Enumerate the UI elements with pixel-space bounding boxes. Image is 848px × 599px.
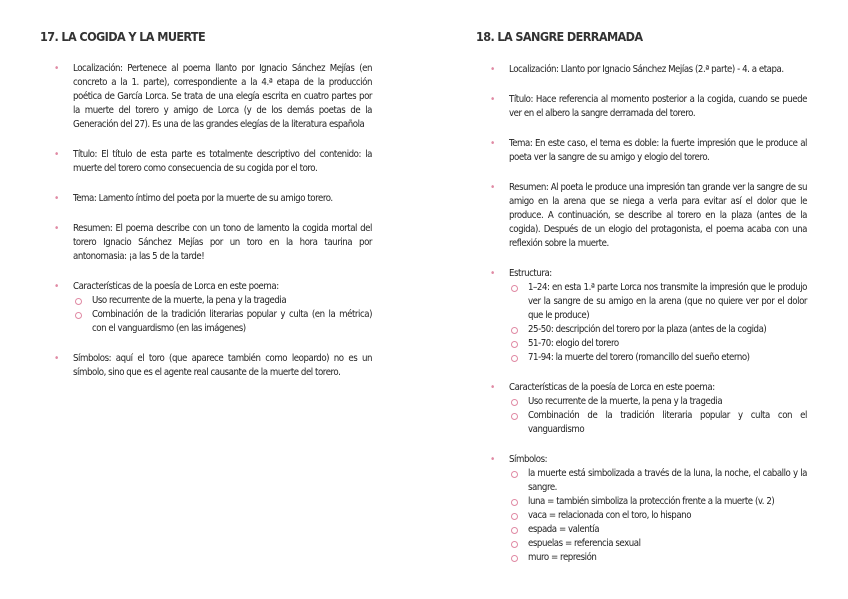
item-text: Tema: Lamento íntimo del poeta por la muerte de su amigo torero.: [73, 193, 333, 204]
item-text: Símbolos: aquí el toro (que aparece también como leopardo) no es un símbolo, sino que es el agente real causante de la muerte del torero.: [73, 353, 372, 378]
bullet-icon: •: [54, 281, 59, 292]
sub-item: 25-50: descripción del torero por la plaza (antes de la cogida): [509, 323, 807, 337]
sub-item: 1–24: en esta 1.ª parte Lorca nos transmite la impresión que le produjo ver la sangre de su amigo en la arena (que no quiere ver por el dolor que le produce): [509, 281, 807, 323]
sub-item: 71-94: la muerte del torero (romancillo del sueño eterno): [509, 351, 807, 365]
circle-bullet-icon: [511, 527, 518, 534]
bullet-icon: •: [490, 64, 495, 75]
sub-item: Combinación de la tradición literaria popular y culta con el vanguardismo: [509, 409, 807, 437]
bullet-icon: •: [490, 268, 495, 279]
circle-bullet-icon: [511, 471, 518, 478]
circle-bullet-icon: [511, 513, 518, 520]
circle-bullet-icon: [511, 285, 518, 292]
sub-list: [509, 467, 807, 565]
circle-bullet-icon: [511, 499, 518, 506]
circle-bullet-icon: [511, 555, 518, 562]
list-item: [476, 63, 807, 77]
sub-item: luna = también simboliza la protección frente a la muerte (v. 2): [509, 495, 807, 509]
bullet-icon: •: [490, 94, 495, 105]
item-text: Resumen: Al poeta le produce una impresión tan grande ver la sangre de su amigo en la arena que se niega a verla para evitar así el dolor que le produce. A continuación, se describe al torero en la plaza (antes de la cogida). Después de un elogio del protagonista, el poema acaba con una reflexión sobre la muerte.: [509, 182, 807, 249]
sub-list: [73, 294, 372, 336]
circle-bullet-icon: [511, 355, 518, 362]
left-heading: 17. LA COGIDA Y LA MUERTE: [40, 29, 206, 44]
item-text: Características de la poesía de Lorca en este poema:: [509, 382, 715, 393]
left-list: [40, 62, 372, 396]
right-list: [476, 63, 807, 581]
sub-item: espuelas = referencia sexual: [509, 537, 807, 551]
sub-item: espada = valentía: [509, 523, 807, 537]
sub-item: Uso recurrente de la muerte, la pena y la tragedia: [73, 294, 372, 308]
sub-item: 51-70: elogio del torero: [509, 337, 807, 351]
item-text: Características de la poesía de Lorca en este poema:: [73, 281, 279, 292]
item-text: Título: Hace referencia al momento posterior a la cogida, cuando se puede ver en el albero la sangre derramada del torero.: [509, 94, 807, 119]
item-text: Símbolos:: [509, 454, 548, 465]
right-heading: 18. LA SANGRE DERRAMADA: [476, 29, 643, 44]
bullet-icon: •: [490, 138, 495, 149]
sub-item: Combinación de la tradición literarias popular y culta (en la métrica) con el vanguardismo (en las imágenes): [73, 308, 372, 336]
list-item: [476, 137, 807, 165]
item-text: Localización: Llanto por Ignacio Sánchez Mejías (2.ª parte) - 4. a etapa.: [509, 64, 784, 75]
list-item: [476, 381, 807, 437]
item-text: Localización: Pertenece al poema llanto por Ignacio Sánchez Mejías (en concreto a la 1. parte), correspondiente a la 4.ª etapa de la producción poética de García Lorca. Se trata de una elegía escrita en cuatro partes por la muerte del torero y amigo de Lorca (y de los demás poetas de la Generación del 27). Es una de las grandes elegías de la literatura española: [73, 63, 372, 130]
circle-bullet-icon: [511, 341, 518, 348]
item-text: Resumen: El poema describe con un tono de lamento la cogida mortal del torero Ignacio Sánchez Mejías por un toro en la hora taurina por antonomasia: ¡a las 5 de la tarde!: [73, 223, 372, 262]
list-item: [40, 222, 372, 264]
sub-item: la muerte está simbolizada a través de la luna, la noche, el caballo y la sangre.: [509, 467, 807, 495]
list-item: [40, 62, 372, 132]
bullet-icon: •: [54, 63, 59, 74]
bullet-icon: •: [54, 149, 59, 160]
list-item: [40, 280, 372, 336]
sub-list: [509, 281, 807, 365]
circle-bullet-icon: [511, 413, 518, 420]
bullet-icon: •: [54, 353, 59, 364]
circle-bullet-icon: [511, 327, 518, 334]
list-item: [40, 192, 372, 206]
sub-list: [509, 395, 807, 437]
list-item: [476, 267, 807, 365]
bullet-icon: •: [490, 382, 495, 393]
list-item: [40, 148, 372, 176]
item-text: Título: El título de esta parte es totalmente descriptivo del contenido: la muerte del torero como consecuencia de su cogida por el toro.: [73, 149, 372, 174]
sub-item: vaca = relacionada con el toro, lo hispano: [509, 509, 807, 523]
sub-item: Uso recurrente de la muerte, la pena y la tragedia: [509, 395, 807, 409]
bullet-icon: •: [54, 223, 59, 234]
list-item: [476, 453, 807, 565]
list-item: [476, 181, 807, 251]
bullet-icon: •: [490, 182, 495, 193]
bullet-icon: •: [54, 193, 59, 204]
circle-bullet-icon: [75, 298, 82, 305]
list-item: [40, 352, 372, 380]
list-item: [476, 93, 807, 121]
item-text: Estructura:: [509, 268, 552, 279]
circle-bullet-icon: [511, 399, 518, 406]
circle-bullet-icon: [75, 312, 82, 319]
bullet-icon: •: [490, 454, 495, 465]
sub-item: muro = represión: [509, 551, 807, 565]
circle-bullet-icon: [511, 541, 518, 548]
item-text: Tema: En este caso, el tema es doble: la fuerte impresión que le produce al poeta ver la sangre de su amigo y elogio del torero.: [509, 138, 807, 163]
